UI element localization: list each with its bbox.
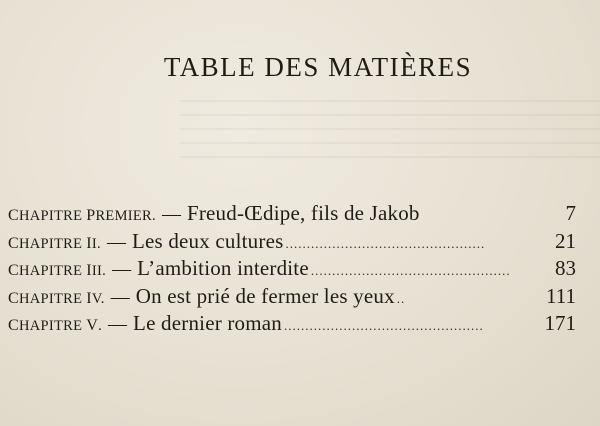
entry-dash: — [112, 259, 132, 280]
entry-dash: — [106, 231, 126, 253]
entry-dash: — [108, 314, 128, 335]
table-of-contents [8, 201, 576, 339]
chapter-label: CHAPITRE II. [8, 234, 101, 252]
chapter-label: CHAPITRE IV. [8, 289, 105, 307]
page-number: 21 [555, 228, 576, 253]
chapter-label: CHAPITRE III. [8, 262, 107, 279]
show-through-text [180, 100, 600, 160]
dot-leader: ............................................... [310, 263, 511, 278]
page-number: 111 [546, 283, 576, 308]
toc-entry [8, 284, 576, 312]
dot-leader: .. [396, 290, 406, 306]
dot-leader: ............................................... [284, 318, 484, 333]
chapter-label: CHAPITRE PREMIER. [8, 207, 156, 224]
toc-entry [8, 201, 576, 229]
chapter-label: CHAPITRE V. [8, 317, 103, 334]
toc-entry [8, 229, 576, 257]
toc-entry [8, 311, 576, 339]
chapter-title: Le dernier roman [133, 311, 283, 335]
page-title: TABLE DES MATIÈRES [163, 52, 473, 82]
chapter-title: Les deux cultures [131, 228, 284, 253]
dot-leader: ............................................... [285, 235, 486, 251]
page-number: 7 [565, 201, 576, 225]
chapter-title: On est prié de fermer les yeux [135, 283, 395, 308]
chapter-title: L’ambition interdite [137, 256, 309, 280]
chapter-title: Freud-Œdipe, fils de Jakob [186, 201, 420, 225]
page-number: 171 [544, 311, 576, 335]
toc-entry [8, 256, 576, 284]
entry-dash: — [110, 286, 130, 308]
entry-dash: — [161, 204, 181, 225]
page-number: 83 [555, 256, 576, 280]
